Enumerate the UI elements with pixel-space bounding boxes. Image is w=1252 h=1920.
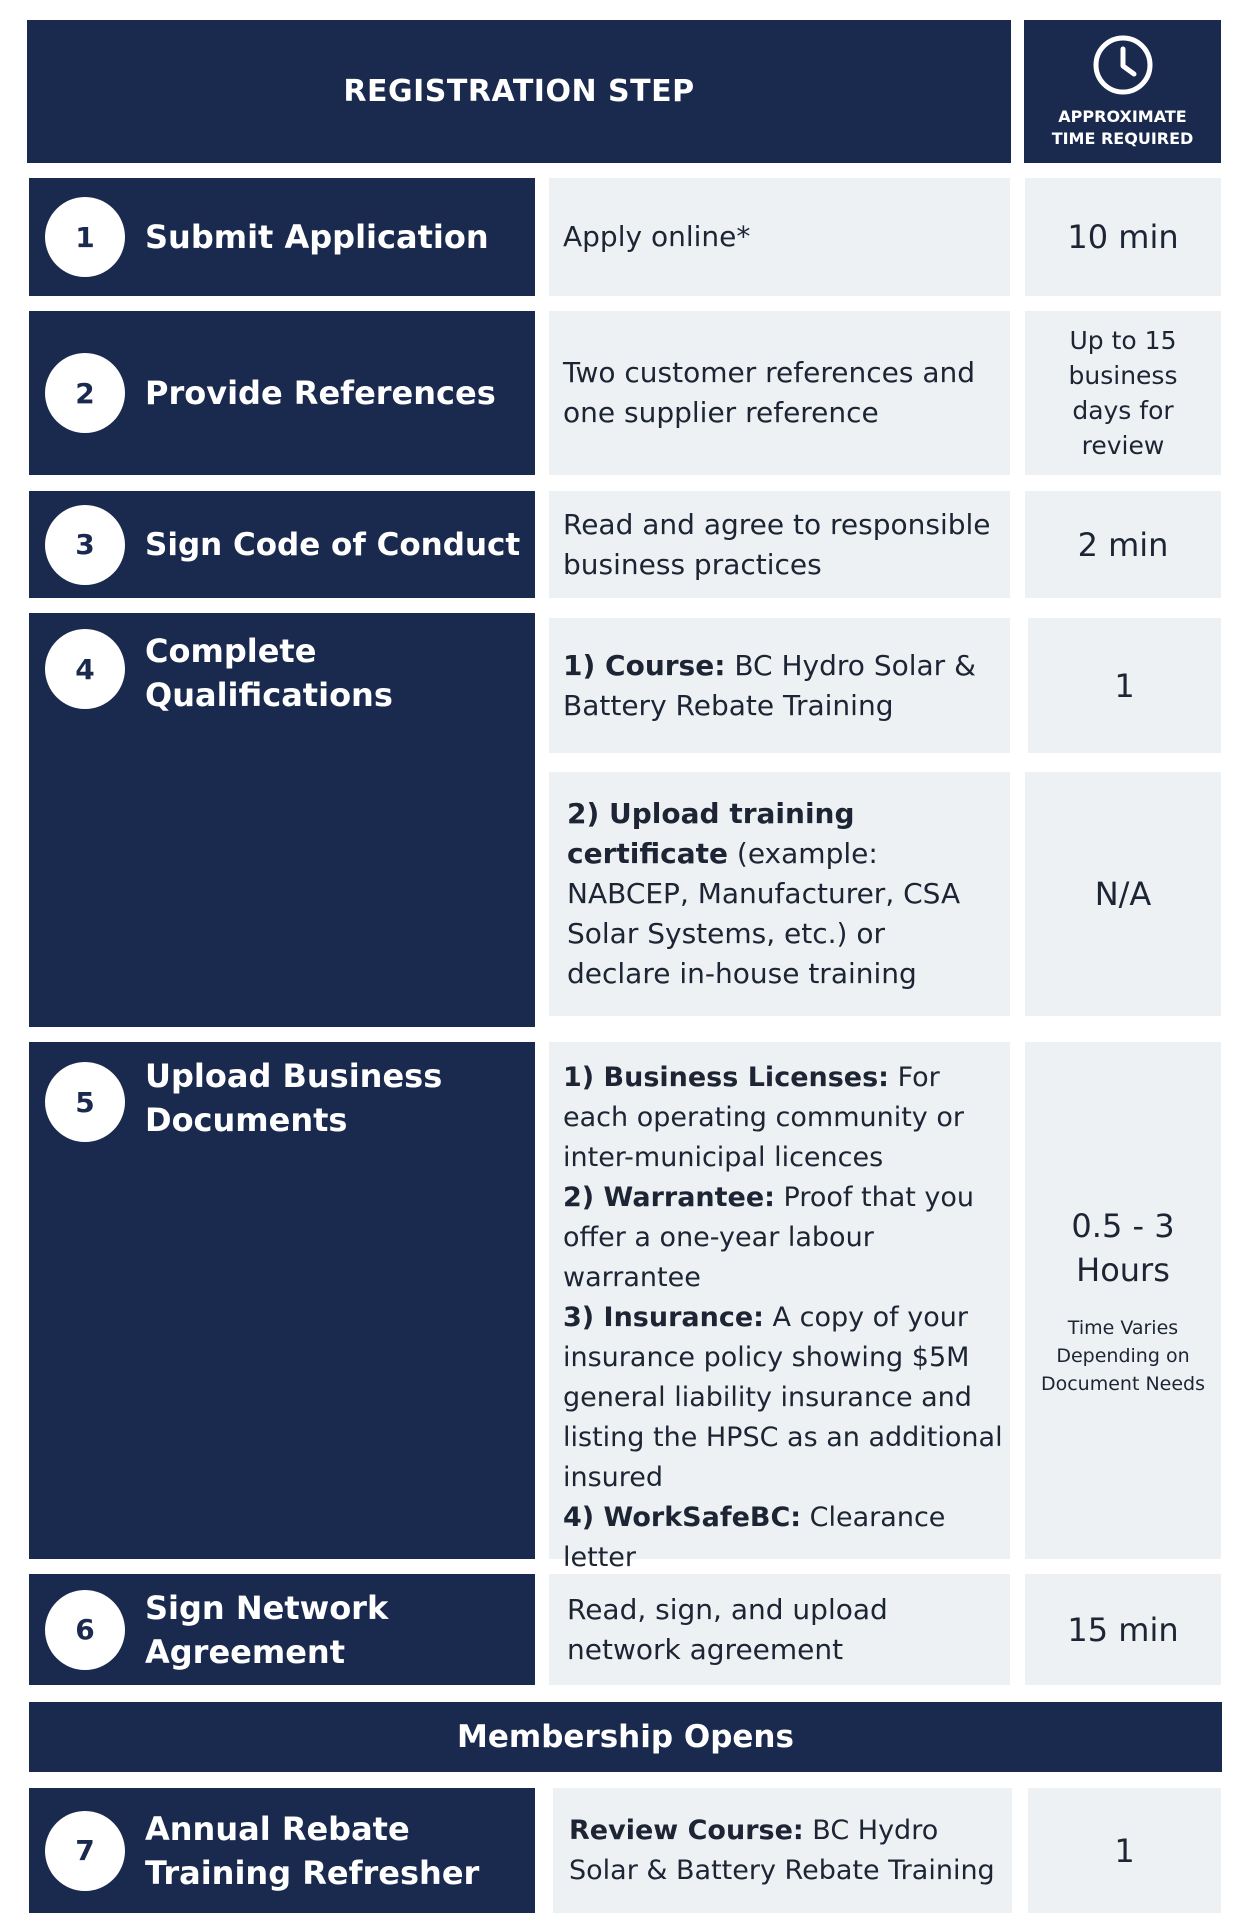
step-4-item-1-time-text: 1	[1114, 666, 1135, 705]
step-5-time	[1025, 1042, 1221, 1559]
step-1-time	[1025, 178, 1221, 296]
step-3-cell	[29, 491, 535, 598]
step-2-description	[549, 311, 1010, 475]
step-4-number: 4	[45, 629, 125, 709]
step-5-item-3	[563, 1298, 1004, 1498]
step-5-title-line2: Documents	[145, 1101, 348, 1139]
step-6-number: 6	[45, 1590, 125, 1670]
step-5-item-1-body: For each operating community or inter-municipal licences	[563, 1062, 964, 1173]
step-4-title	[145, 629, 393, 717]
step-6-time	[1025, 1574, 1221, 1685]
step-1-number: 1	[45, 197, 125, 277]
step-1-description-text: Apply online*	[563, 220, 751, 253]
step-4-item-2-time-text: N/A	[1094, 875, 1152, 913]
step-5-cell	[29, 1042, 535, 1559]
step-4-item-1-time	[1028, 618, 1221, 753]
step-4-title-line2: Qualifications	[145, 676, 393, 714]
step-6-description	[549, 1574, 1010, 1685]
approximate-time-header	[1024, 20, 1221, 163]
step-2-time-text: Up to 15 business days for review	[1068, 326, 1178, 460]
step-5-item-2-body: Proof that you offer a one-year labour warrantee	[563, 1182, 975, 1293]
step-6-title-line2: Agreement	[145, 1632, 345, 1671]
step-4-item-1-label: 1) Course:	[563, 648, 726, 682]
step-5-description	[549, 1042, 1010, 1573]
step-3-time-text: 2 min	[1077, 525, 1169, 564]
step-4-item-1-text	[563, 646, 996, 726]
step-4-item-2-description	[549, 772, 1010, 1016]
step-7-number: 7	[45, 1811, 125, 1891]
step-5-item-3-label: 3) Insurance:	[563, 1302, 764, 1333]
step-3-title: Sign Code of Conduct	[145, 526, 521, 563]
registration-step-title: REGISTRATION STEP	[343, 74, 695, 109]
step-5-item-1	[563, 1058, 1004, 1178]
step-2-cell	[29, 311, 535, 475]
step-7-label: Review Course:	[569, 1814, 804, 1846]
membership-opens-banner	[29, 1702, 1222, 1772]
step-5-time-line1: 0.5 - 3	[1071, 1206, 1175, 1245]
step-4-item-2-time	[1025, 772, 1221, 1016]
step-7-cell	[29, 1788, 535, 1913]
step-3-time	[1025, 491, 1221, 598]
step-1-description	[549, 178, 1010, 296]
step-4-item-1-body: BC Hydro Solar & Battery Rebate Training	[563, 648, 976, 722]
step-6-time-text: 15 min	[1067, 1610, 1179, 1649]
step-5-time-note: Time Varies Depending on Document Needs	[1040, 1316, 1206, 1395]
step-6-description-text: Read, sign, and upload network agreement	[567, 1592, 888, 1666]
time-required-label: TIME REQUIRED	[1051, 128, 1194, 148]
step-5-document-list	[563, 1058, 1004, 1578]
step-5-title	[145, 1054, 442, 1142]
step-1-time-text: 10 min	[1067, 218, 1179, 256]
step-7-title-line2: Training Refresher	[145, 1853, 480, 1892]
step-5-item-1-label: 1) Business Licenses:	[563, 1062, 889, 1093]
step-4-item-2-label: 2) Upload training certificate	[567, 797, 855, 870]
membership-opens-label: Membership Opens	[457, 1719, 794, 1755]
step-7-text	[569, 1811, 1004, 1891]
step-7-body: BC Hydro Solar & Battery Rebate Training	[569, 1814, 995, 1886]
step-5-item-4	[563, 1498, 1004, 1578]
registration-step-header	[27, 20, 1011, 163]
step-4-title-line1: Complete	[145, 632, 317, 670]
step-2-time	[1025, 311, 1221, 475]
step-3-description-text: Read and agree to responsible business practices	[563, 507, 991, 581]
step-7-title	[145, 1807, 479, 1895]
step-2-number: 2	[45, 353, 125, 433]
step-4-cell	[29, 613, 535, 1027]
step-5-item-2-label: 2) Warrantee:	[563, 1182, 775, 1213]
step-2-description-text: Two customer references and one supplier reference	[563, 356, 976, 429]
approximate-label: APPROXIMATE	[1058, 106, 1187, 126]
step-3-description	[549, 491, 1010, 598]
step-1-title: Submit Application	[145, 218, 489, 256]
step-5-time-line2: Hours	[1076, 1250, 1170, 1289]
step-7-description	[553, 1788, 1012, 1913]
step-6-title-line1: Sign Network	[145, 1588, 389, 1627]
step-4-item-1-description	[549, 618, 1010, 753]
step-7-time-text: 1	[1114, 1831, 1135, 1870]
step-5-item-4-label: 4) WorkSafeBC:	[563, 1502, 802, 1533]
step-5-item-2	[563, 1178, 1004, 1298]
step-5-number: 5	[45, 1062, 125, 1142]
step-7-time	[1028, 1788, 1221, 1913]
step-3-number: 3	[45, 505, 125, 585]
step-5-item-3-body: A copy of your insurance policy showing $5M general liability insurance and listing the HPSC as an additional insured	[563, 1302, 1003, 1493]
step-5-item-4-body: Clearance letter	[563, 1502, 946, 1573]
step-4-item-2-text	[567, 794, 996, 994]
step-2-title: Provide References	[145, 374, 496, 412]
clock-icon	[1092, 34, 1154, 96]
step-7-title-line1: Annual Rebate	[145, 1809, 410, 1848]
step-6-title	[145, 1586, 388, 1674]
step-6-cell	[29, 1574, 535, 1685]
step-5-title-line1: Upload Business	[145, 1057, 443, 1095]
step-4-item-2-body: (example: NABCEP, Manufacturer, CSA Solar Systems, etc.) or declare in-house training	[567, 837, 961, 990]
step-1-cell	[29, 178, 535, 296]
